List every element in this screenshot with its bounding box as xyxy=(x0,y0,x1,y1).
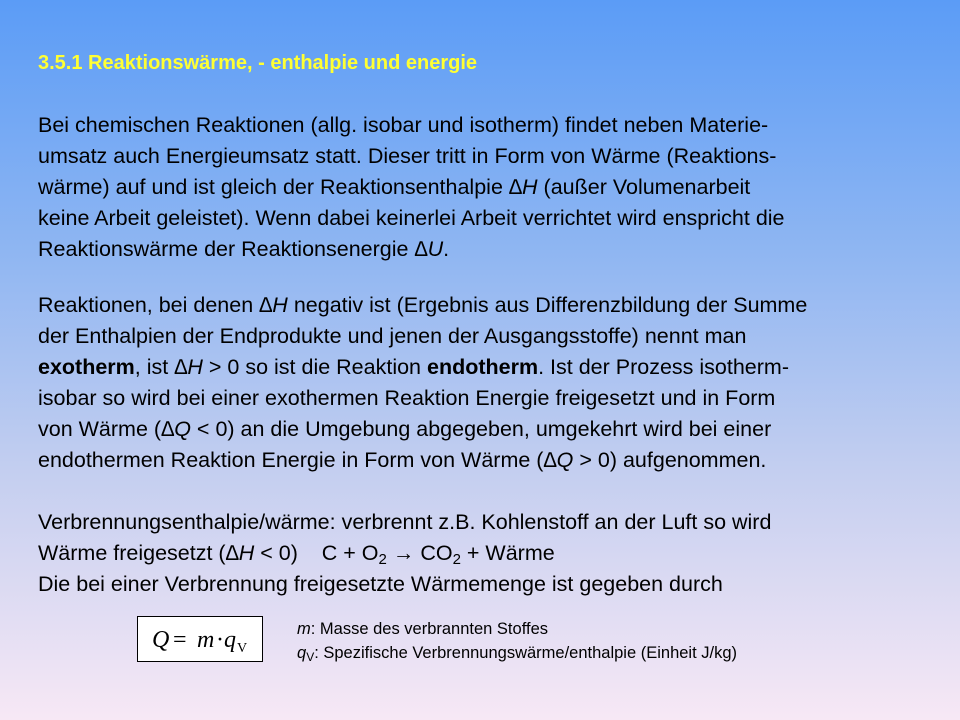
delta-h-symbol: ∆H xyxy=(508,175,538,199)
formula-dot: · xyxy=(216,627,224,653)
heat-formula-box xyxy=(137,616,263,662)
heat-formula xyxy=(138,617,262,661)
text-line: der Enthalpien der Endprodukte und jenen der Ausgangsstoffe) nennt man xyxy=(38,324,747,348)
text-line: exotherm, ist ∆H > 0 so ist die Reaktion endotherm. Ist der Prozess isotherm- xyxy=(38,355,789,379)
paragraph-combustion xyxy=(38,507,771,600)
formula-m: m xyxy=(197,627,215,653)
text-line: keine Arbeit geleistet). Wenn dabei keinerlei Arbeit verrichtet wird enspricht die xyxy=(38,206,785,230)
term-endotherm: endotherm xyxy=(427,355,539,379)
text-line: Die bei einer Verbrennung freigesetzte Wärmemenge ist gegeben durch xyxy=(38,572,723,596)
term-exotherm: exotherm xyxy=(38,355,135,379)
legend-m: m: Masse des verbrannten Stoffes xyxy=(297,620,548,638)
formula-q-small: q xyxy=(224,627,236,653)
legend-q: $q_V$: Spezifische Verbrennungswärme/enthalpie (Einheit J/kg) xyxy=(297,644,738,664)
text-line: Bei chemischen Reaktionen (allg. isobar und isotherm) findet neben Materie- xyxy=(38,113,769,137)
formula-q: Q xyxy=(152,627,170,653)
delta-q-symbol: ∆Q xyxy=(543,448,574,472)
text-line: Reaktionswärme der Reaktionsenergie ∆U. xyxy=(38,237,450,261)
formula-subscript-v: V xyxy=(237,641,248,656)
text-line: Wärme freigesetzt (∆H < 0) $C + O_2 \to CO_2$ + Wärme xyxy=(38,541,555,568)
delta-h-symbol: ∆H xyxy=(174,355,203,379)
delta-u-symbol: ∆U xyxy=(414,237,444,261)
text-line: wärme) auf und ist gleich der Reaktionsenthalpie ∆H (außer Volumenarbeit xyxy=(38,175,751,199)
text-line: endothermen Reaktion Energie in Form von Wärme (∆Q > 0) aufgenommen. xyxy=(38,448,767,472)
formula-legend xyxy=(297,617,737,665)
text-line: isobar so wird bei einer exothermen Reaktion Energie freigesetzt und in Form xyxy=(38,386,776,410)
formula-equals: = xyxy=(173,627,187,653)
text-line: umsatz auch Energieumsatz statt. Dieser tritt in Form von Wärme (Reaktions- xyxy=(38,144,777,168)
text-line: Reaktionen, bei denen ∆H negativ ist (Ergebnis aus Differenzbildung der Summe xyxy=(38,293,808,317)
paragraph-exo-endo xyxy=(38,290,807,476)
section-title: 3.5.1 Reaktionswärme, - enthalpie und energie xyxy=(38,52,478,74)
text-line: von Wärme (∆Q < 0) an die Umgebung abgegeben, umgekehrt wird bei einer xyxy=(38,417,772,441)
reaction-arrow: → CO xyxy=(386,541,453,565)
delta-h-symbol: ∆H xyxy=(259,293,288,317)
delta-q-symbol: ∆Q xyxy=(161,417,191,441)
text-line: Verbrennungsenthalpie/wärme: verbrennt z.B. Kohlenstoff an der Luft so wird xyxy=(38,510,772,534)
delta-h-symbol: ∆H xyxy=(225,541,255,565)
paragraph-reaction-heat xyxy=(38,110,785,265)
